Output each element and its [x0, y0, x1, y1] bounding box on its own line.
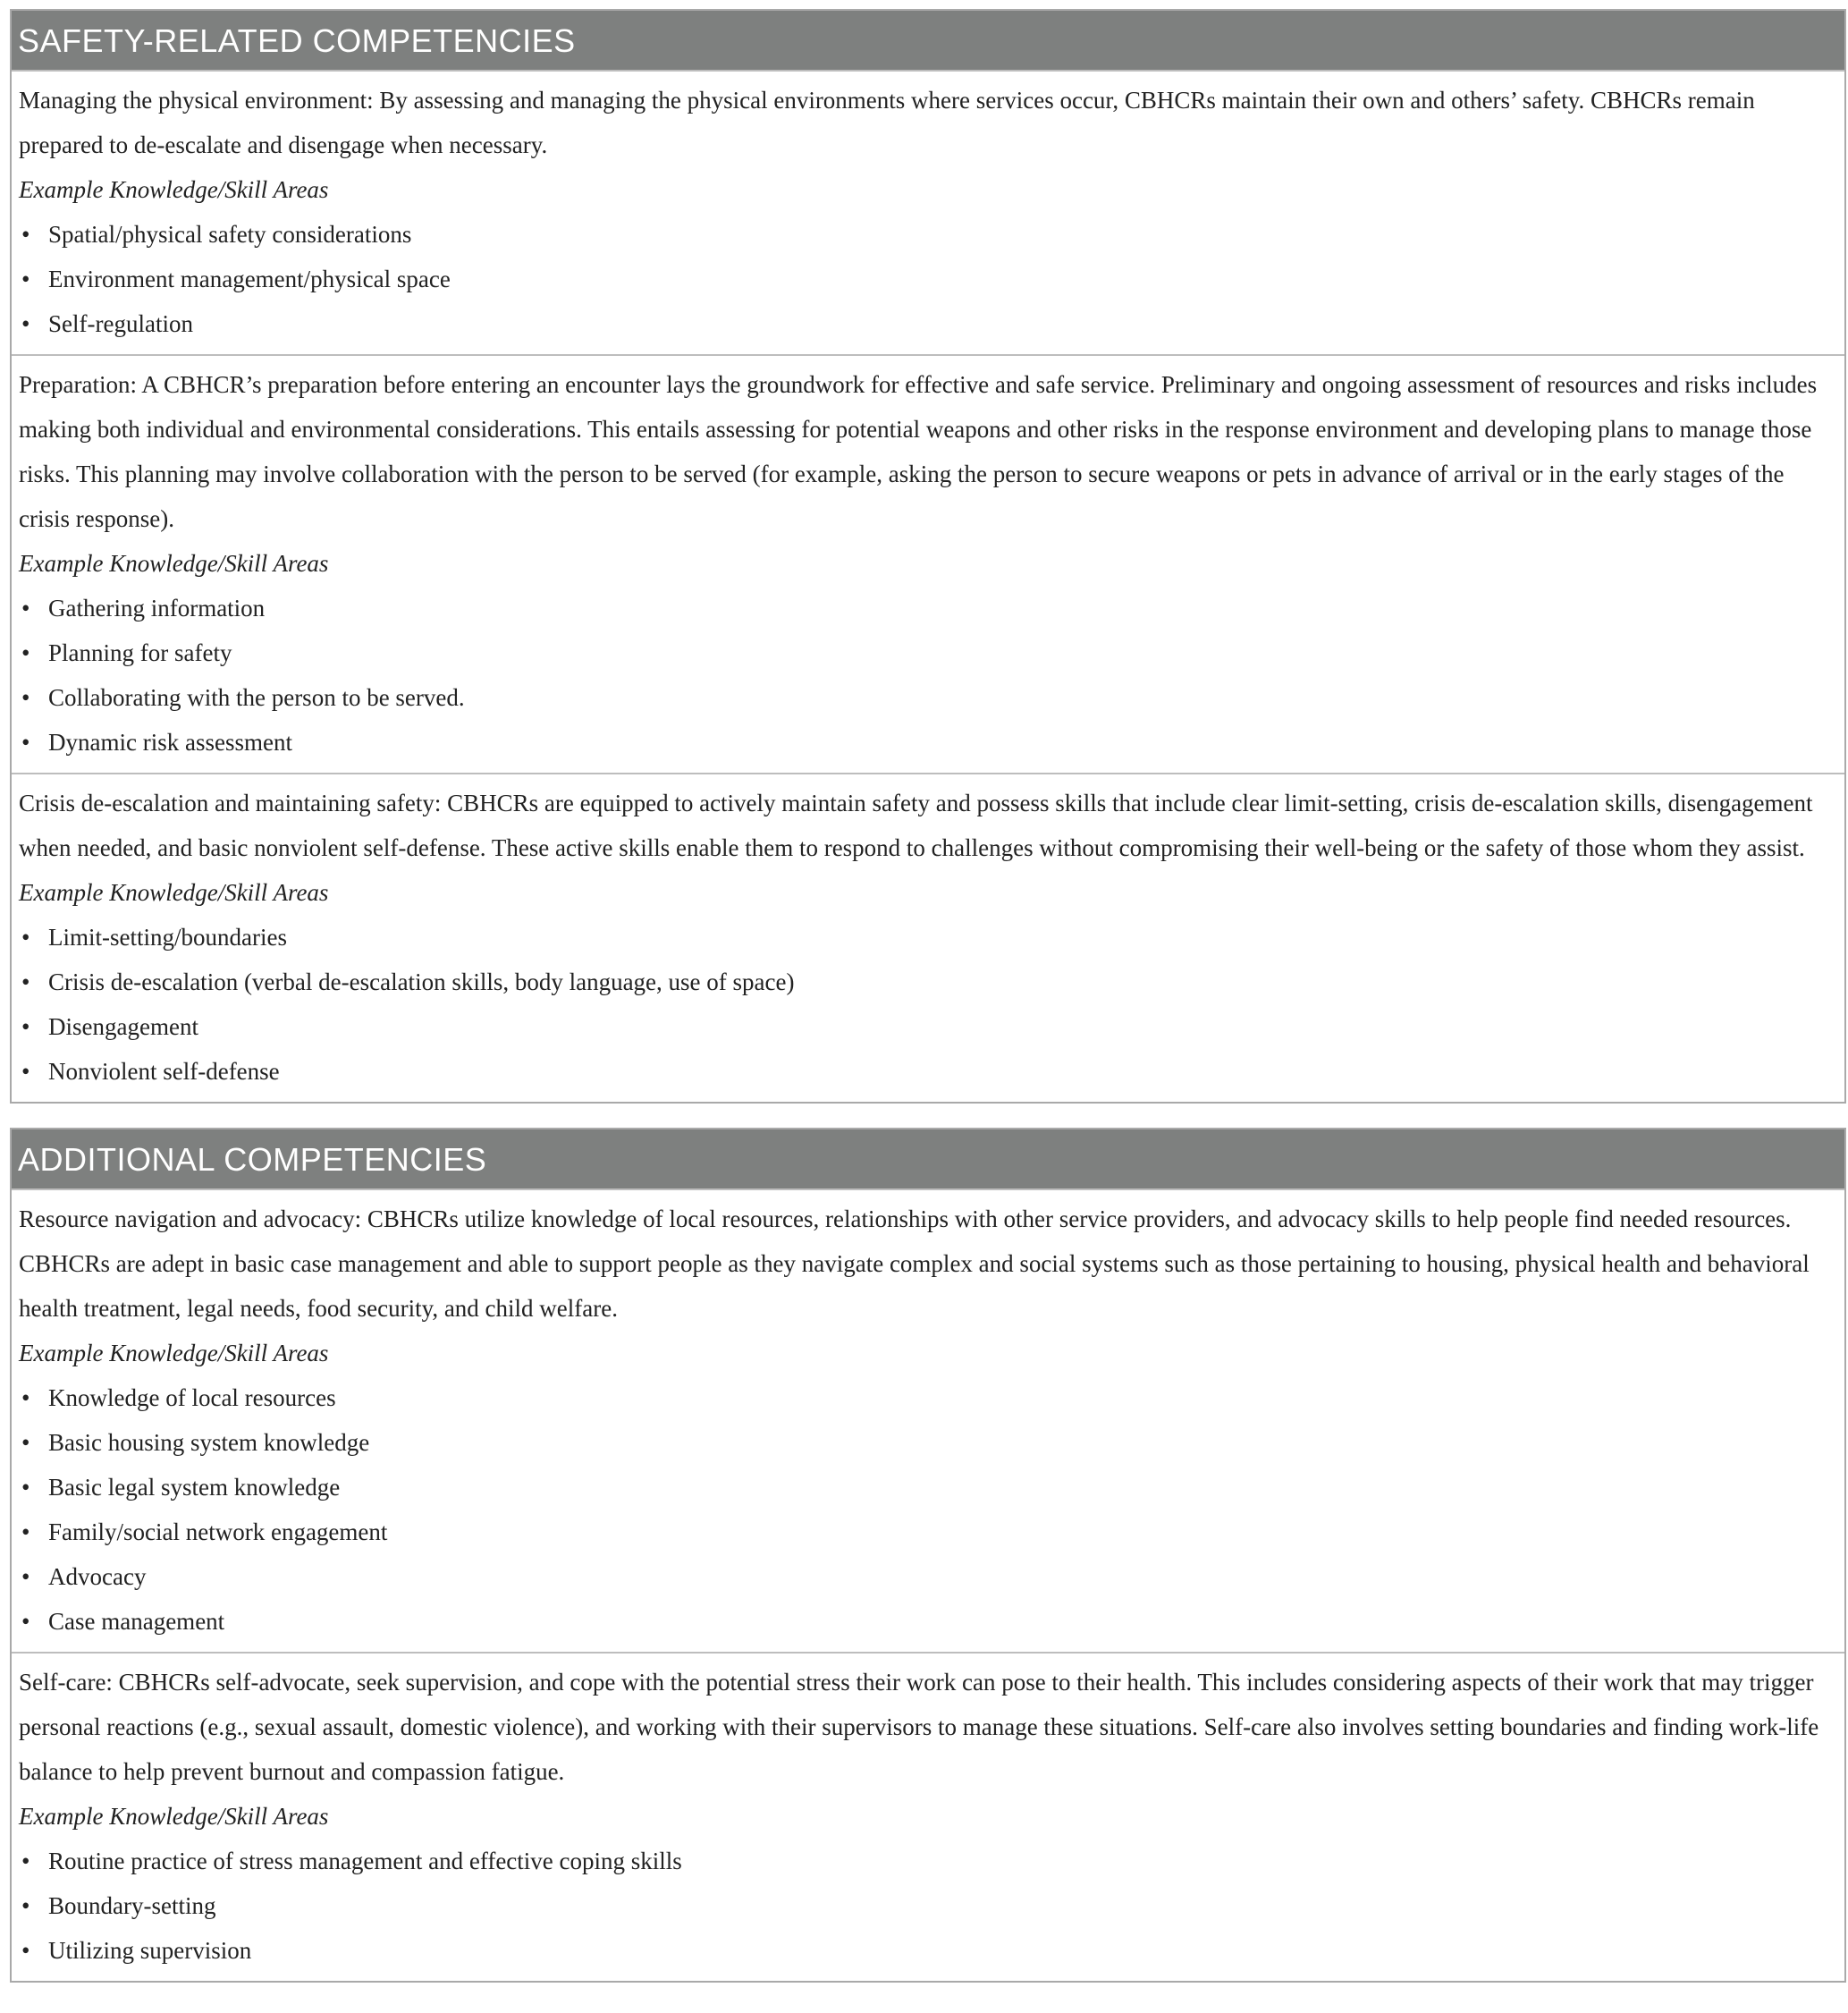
example-areas-label: Example Knowledge/Skill Areas: [19, 1803, 329, 1830]
bullet-icon: •: [21, 310, 30, 337]
list-item: [19, 1420, 1837, 1465]
list-item-text: Dynamic risk assessment: [48, 729, 292, 756]
list-item: [19, 586, 1837, 630]
bullet-icon: •: [21, 1937, 30, 1964]
section-title: SAFETY-RELATED COMPETENCIES: [12, 11, 1844, 70]
list-item: [19, 720, 1837, 765]
competency-description: Preparation: A CBHCR’s preparation before entering an encounter lays the groundwork for effective and safe service. Preliminary and ongoing assessment of resources and risks includes making both individual and environmental considerations. This entails assessing for potential weapons and other risks in the response environment and developing plans to manage those risks. This planning may involve collaboration with the person to be served (for example, asking the person to secure weapons or pets in advance of arrival or in the early stages of the crisis response).: [19, 371, 1818, 532]
list-item: [19, 1554, 1837, 1599]
list-item-text: Boundary-setting: [48, 1892, 216, 1919]
competency-description: Crisis de-escalation and maintaining safety: CBHCRs are equipped to actively maintain safety and possess skills that include clear limit-setting, crisis de-escalation skills, disengagement when needed, and basic nonviolent self-defense. These active skills enable them to respond to challenges without compromising their well-being or the safety of those whom they assist.: [19, 790, 1813, 861]
additional-competencies-section: [10, 1128, 1846, 1983]
list-item-text: Spatial/physical safety considerations: [48, 221, 412, 248]
list-item-text: Basic legal system knowledge: [48, 1474, 341, 1501]
bullet-icon: •: [21, 1384, 30, 1411]
bullet-icon: •: [21, 968, 30, 995]
list-item-text: Crisis de-escalation (verbal de-escalation skills, body language, use of space): [48, 968, 795, 995]
competency-description: Self-care: CBHCRs self-advocate, seek supervision, and cope with the potential stress their work can pose to their health. This includes considering aspects of their work that may trigger personal reactions (e.g., sexual assault, domestic violence), and working with their supervisors to manage these situations. Self-care also involves setting boundaries and finding work-life balance to help prevent burnout and compassion fatigue.: [19, 1669, 1819, 1785]
list-item-text: Knowledge of local resources: [48, 1384, 336, 1411]
competency-row: [12, 773, 1844, 1102]
list-item-text: Self-regulation: [48, 310, 193, 337]
list-item: [19, 1599, 1837, 1644]
competency-row: [12, 354, 1844, 773]
example-areas-label: Example Knowledge/Skill Areas: [19, 176, 329, 203]
bullet-icon: •: [21, 1608, 30, 1635]
bullet-icon: •: [21, 1892, 30, 1919]
bullet-icon: •: [21, 684, 30, 711]
list-item: [19, 1049, 1837, 1094]
bullet-icon: •: [21, 266, 30, 292]
competency-description: Managing the physical environment: By assessing and managing the physical environments where services occur, CBHCRs maintain their own and others’ safety. CBHCRs remain prepared to de-escalate and disengage when necessary.: [19, 87, 1755, 158]
skill-area-list: [19, 586, 1837, 765]
competency-description: Resource navigation and advocacy: CBHCRs utilize knowledge of local resources, relationships with other service providers, and advocacy skills to help people find needed resources. CBHCRs are adept in basic case management and able to support people as they navigate complex and social systems such as those pertaining to housing, physical health and behavioral health treatment, legal needs, food security, and child welfare.: [19, 1205, 1810, 1322]
list-item-text: Nonviolent self-defense: [48, 1058, 280, 1085]
skill-area-list: [19, 1839, 1837, 1973]
section-title: ADDITIONAL COMPETENCIES: [12, 1129, 1844, 1188]
example-areas-label: Example Knowledge/Skill Areas: [19, 1340, 329, 1366]
bullet-icon: •: [21, 221, 30, 248]
list-item-text: Disengagement: [48, 1013, 198, 1040]
bullet-icon: •: [21, 729, 30, 756]
competency-row: [12, 70, 1844, 354]
list-item: [19, 1375, 1837, 1420]
list-item: [19, 1883, 1837, 1928]
competency-row: [12, 1188, 1844, 1652]
list-item: [19, 1928, 1837, 1973]
list-item: [19, 301, 1837, 346]
list-item-text: Basic housing system knowledge: [48, 1429, 370, 1456]
list-item-text: Family/social network engagement: [48, 1518, 388, 1545]
list-item: [19, 1510, 1837, 1554]
list-item: [19, 960, 1837, 1004]
list-item-text: Utilizing supervision: [48, 1937, 252, 1964]
list-item: [19, 1465, 1837, 1510]
list-item-text: Case management: [48, 1608, 225, 1635]
example-areas-label: Example Knowledge/Skill Areas: [19, 879, 329, 906]
list-item: [19, 1839, 1837, 1883]
bullet-icon: •: [21, 1848, 30, 1874]
bullet-icon: •: [21, 1518, 30, 1545]
list-item-text: Limit-setting/boundaries: [48, 924, 287, 951]
list-item: [19, 630, 1837, 675]
safety-related-competencies-section: [10, 9, 1846, 1104]
bullet-icon: •: [21, 924, 30, 951]
list-item: [19, 1004, 1837, 1049]
list-item-text: Advocacy: [48, 1563, 147, 1590]
bullet-icon: •: [21, 1013, 30, 1040]
list-item: [19, 257, 1837, 301]
skill-area-list: [19, 212, 1837, 346]
bullet-icon: •: [21, 639, 30, 666]
skill-area-list: [19, 1375, 1837, 1644]
list-item: [19, 212, 1837, 257]
list-item-text: Collaborating with the person to be served.: [48, 684, 465, 711]
list-item-text: Planning for safety: [48, 639, 232, 666]
list-item-text: Environment management/physical space: [48, 266, 451, 292]
list-item-text: Routine practice of stress management and effective coping skills: [48, 1848, 682, 1874]
competencies-document: [10, 9, 1846, 1983]
list-item-text: Gathering information: [48, 595, 266, 622]
competency-row: [12, 1652, 1844, 1981]
example-areas-label: Example Knowledge/Skill Areas: [19, 550, 329, 577]
skill-area-list: [19, 915, 1837, 1094]
bullet-icon: •: [21, 1474, 30, 1501]
list-item: [19, 675, 1837, 720]
bullet-icon: •: [21, 1429, 30, 1456]
list-item: [19, 915, 1837, 960]
bullet-icon: •: [21, 1058, 30, 1085]
bullet-icon: •: [21, 595, 30, 622]
bullet-icon: •: [21, 1563, 30, 1590]
